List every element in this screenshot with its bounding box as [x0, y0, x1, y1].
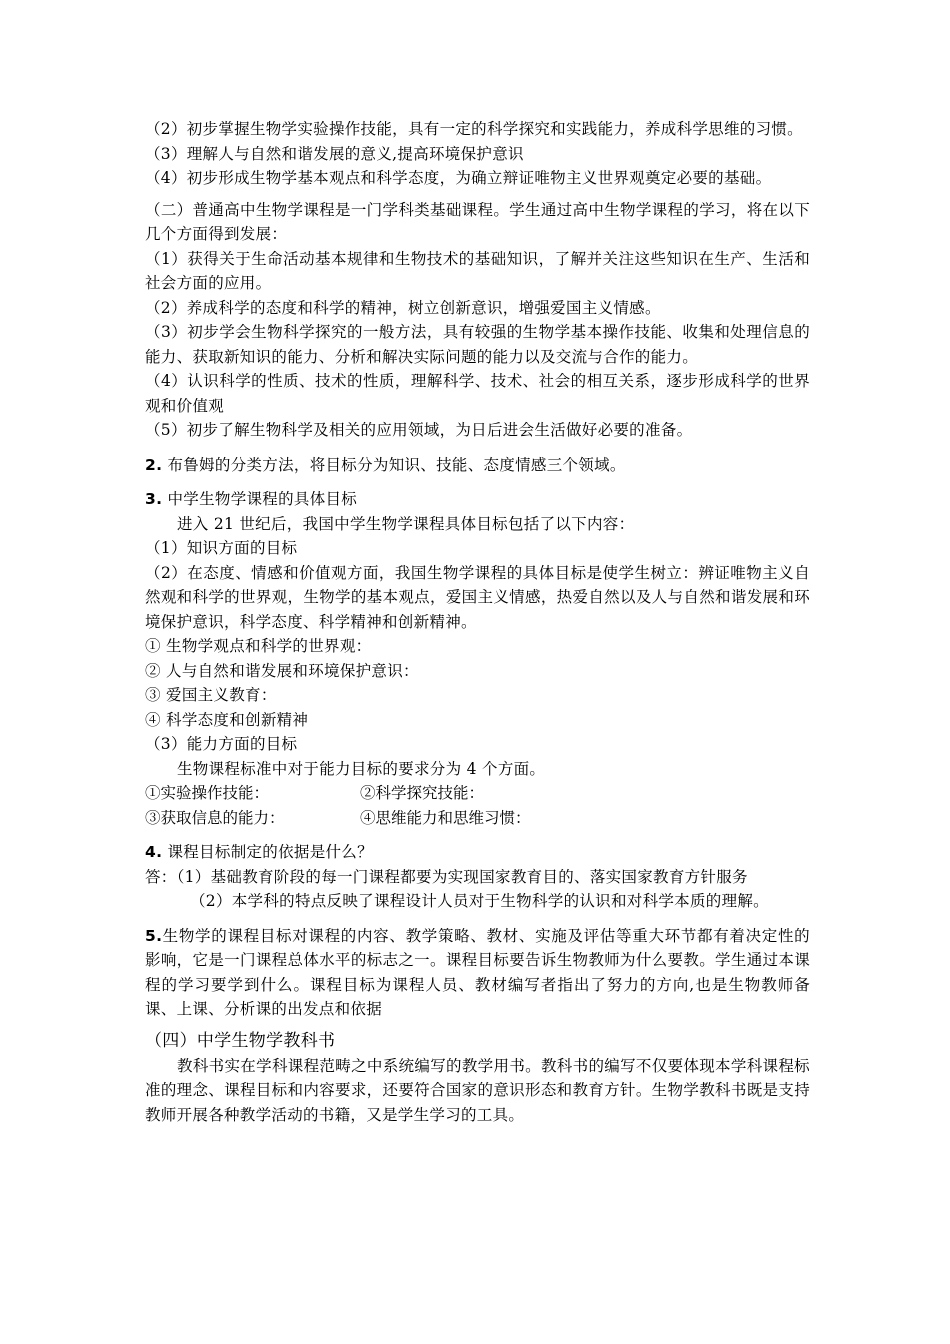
document-page: [145, 117, 810, 1127]
question-4-title: 课程目标制定的依据是什么？: [162, 843, 373, 861]
question-2-text: 布鲁姆的分类方法，将目标分为知识、技能、态度情感三个领域。: [162, 455, 626, 474]
ability-item-3: ③获取信息的能力：: [145, 808, 285, 827]
question-5: [145, 924, 810, 1022]
question-5-number: 5.: [145, 926, 163, 945]
ability-item-4: ④思维能力和思维习惯：: [360, 808, 531, 827]
ability-intro: 生物课程标准中对于能力目标的要求分为 4 个方面。: [177, 759, 546, 778]
question-2: [145, 453, 810, 478]
question-4-heading: [145, 840, 810, 865]
ability-item-1: ①实验操作技能：: [145, 784, 270, 802]
attitude-item-1: ① 生物学观点和科学的世界观：: [145, 637, 372, 655]
question-4-answer-2: （2）本学科的特点反映了课程设计人员对于生物科学的认识和对科学本质的理解。: [190, 892, 769, 910]
goal-attitude: （2）在态度、情感和价值观方面，我国生物学课程的具体目标是使学生树立：辨证唯物主义自然观和科学的世界观，生物学的基本观点，爱国主义情感，热爱自然以及人与自然和谐发展和环境保护意识，科学态度、科学精神和创新精神。: [145, 563, 810, 631]
question-3-number: 3.: [145, 490, 163, 508]
ability-row-2: [145, 806, 810, 831]
attitude-item-4: ④ 科学态度和创新精神: [145, 710, 309, 729]
question-2-number: 2.: [145, 455, 163, 474]
section-4-text: 教科书实在学科课程范畴之中系统编写的教学用书。教科书的编写不仅要体现本学科课程标准的理念、课程目标和内容要求，还要符合国家的意识形态和教育方针。生物学教科书既是支持教师开展各种教学活动的书籍，又是学生学习的工具。: [145, 1056, 810, 1124]
question-3-heading: [145, 487, 810, 512]
paragraph-highschool-item-1: （1）获得关于生命活动基本规律和生物技术的基础知识，了解并关注这些知识在生产、生活和社会方面的应用。: [145, 249, 810, 292]
goal-ability: （3）能力方面的目标: [145, 735, 298, 753]
paragraph-goal-3: （3）理解人与自然和谐发展的意义,提高环境保护意识: [145, 144, 524, 163]
paragraph-highschool-item-4: （4）认识科学的性质、技术的性质，理解科学、技术、社会的相互关系，逐步形成科学的世界观和价值观: [145, 372, 810, 415]
paragraph-goal-2: （2）初步掌握生物学实验操作技能，具有一定的科学探究和实践能力，养成科学思维的习惯。: [145, 120, 803, 138]
question-4-number: 4.: [145, 843, 163, 861]
question-3-intro: 进入 21 世纪后，我国中学生物学课程具体目标包括了以下内容：: [177, 514, 635, 533]
ability-item-2: ②科学探究技能：: [360, 784, 485, 802]
goal-knowledge: （1）知识方面的目标: [145, 539, 298, 557]
paragraph-goal-4: （4）初步形成生物学基本观点和科学态度，为确立辩证唯物主义世界观奠定必要的基础。: [145, 169, 772, 187]
attitude-item-3: ③ 爱国主义教育：: [145, 686, 277, 704]
question-4-answer-1: 答：（1）基础教育阶段的每一门课程都要为实现国家教育目的、落实国家教育方针服务: [145, 867, 748, 886]
paragraph-highschool-item-2: （2）养成科学的态度和科学的精神，树立创新意识，增强爱国主义情感。: [145, 298, 661, 317]
ability-row-1: [145, 781, 810, 806]
question-3-title: 中学生物学课程的具体目标: [162, 490, 358, 508]
question-5-text: 生物学的课程目标对课程的内容、教学策略、教材、实施及评估等重大环节都有着决定性的影响，它是一门课程总体水平的标志之一。课程目标要告诉生物教师为什么要教。学生通过本课程的学习要学到什么。课程目标为课程人员、教材编写者指出了努力的方向,也是生物教师备课、上课、分析课的出发点和依据: [145, 926, 810, 1018]
paragraph-highschool-item-3: （3）初步学会生物科学探究的一般方法，具有较强的生物学基本操作技能、收集和处理信息的能力、获取新知识的能力、分析和解决实际问题的能力以及交流与合作的能力。: [145, 323, 810, 366]
paragraph-highschool-item-5: （5）初步了解生物科学及相关的应用领域，为日后进会生活做好必要的准备。: [145, 421, 693, 439]
paragraph-highschool-intro: （二）普通高中生物学课程是一门学科类基础课程。学生通过高中生物学课程的学习，将在以下几个方面得到发展：: [145, 200, 810, 243]
section-4-title: （四）中学生物学教科书: [145, 1030, 336, 1051]
attitude-item-2: ② 人与自然和谐发展和环境保护意识：: [145, 661, 419, 680]
